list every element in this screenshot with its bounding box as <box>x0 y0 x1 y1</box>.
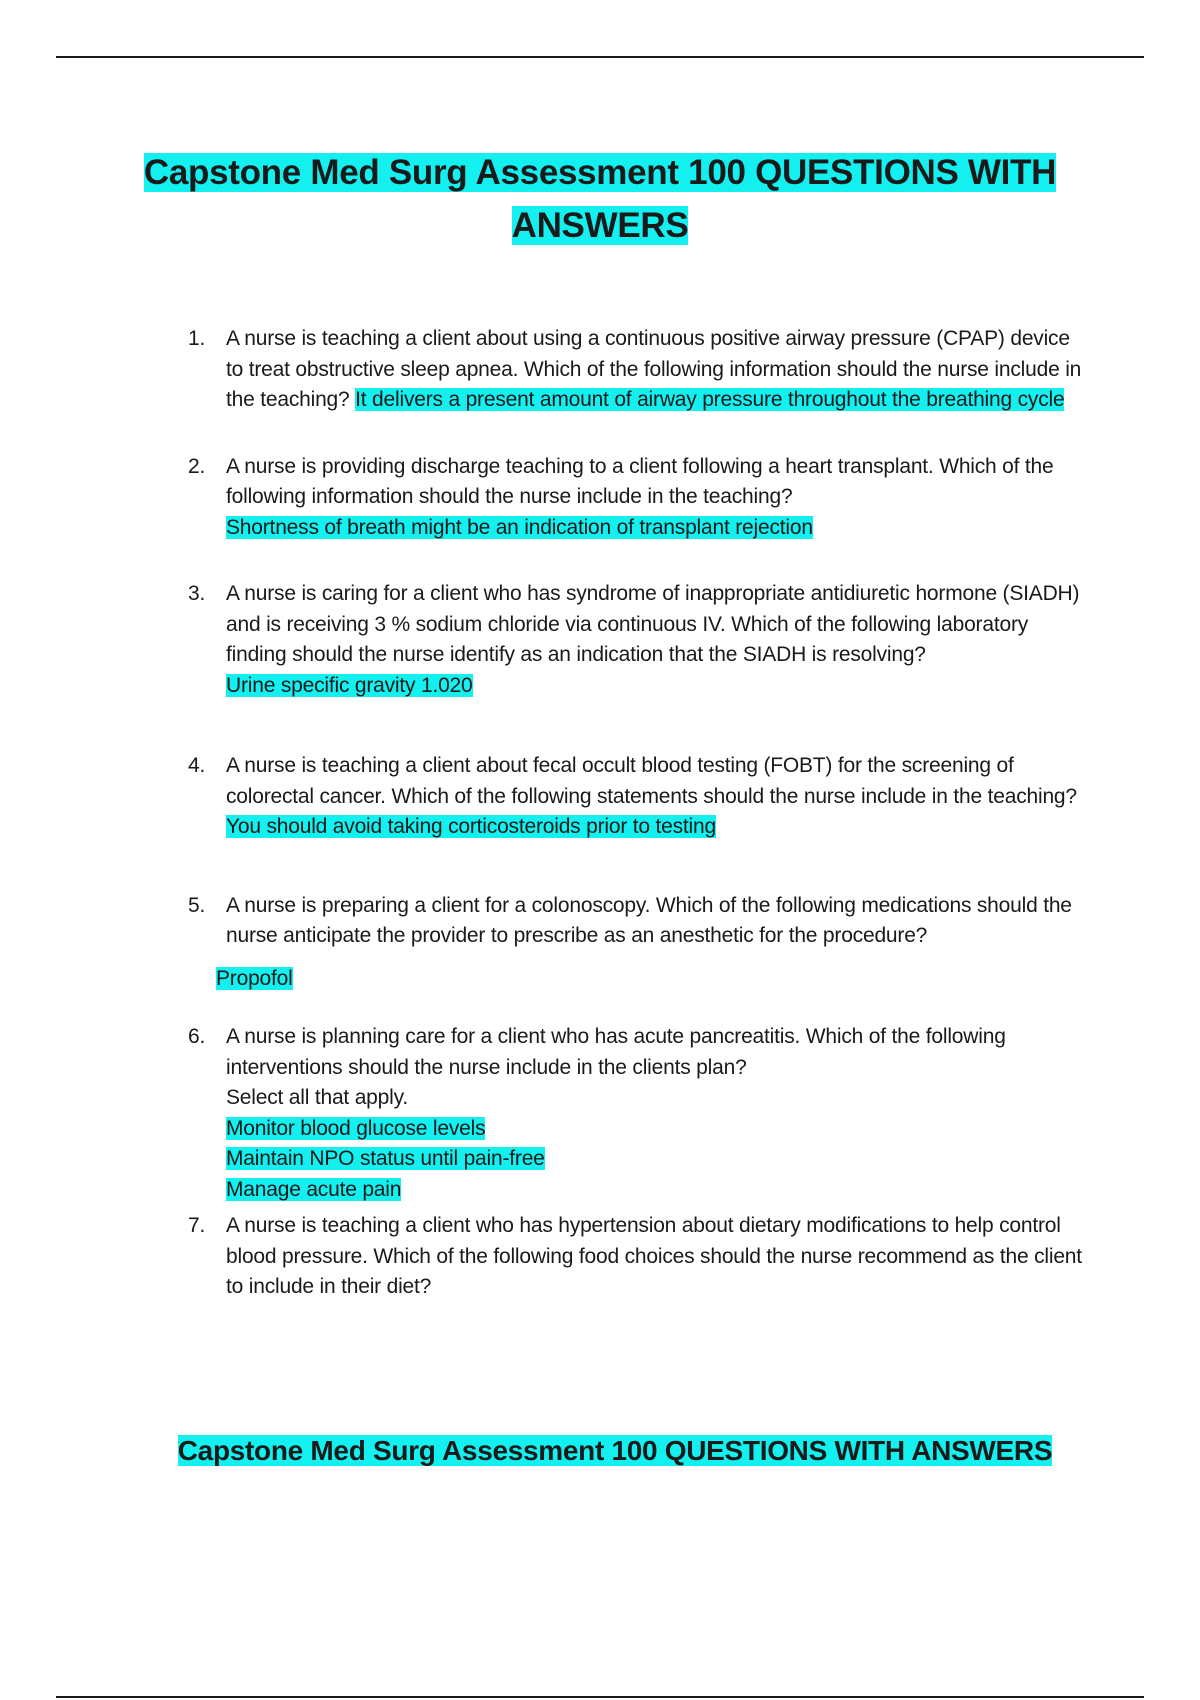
footer-title <box>0 1432 1200 1470</box>
answer-highlight: It delivers a present amount of airway pressure throughout the breathing cycle <box>355 388 1065 411</box>
question-number: 1. <box>188 327 206 350</box>
document-title-line-2: ANSWERS <box>511 206 689 245</box>
question-text: A nurse is teaching a client about fecal occult blood testing (FOBT) for the screening of colorectal cancer. Which of the following statements should the nurse include in the teaching? <box>226 754 1077 808</box>
question-number: 6. <box>188 1025 206 1048</box>
question-number: 7. <box>188 1214 206 1237</box>
footer-title-text: Capstone Med Surg Assessment 100 QUESTIONS WITH ANSWERS <box>177 1435 1053 1466</box>
question-text: A nurse is planning care for a client who has acute pancreatitis. Which of the following interventions should the nurse include in the clients plan? <box>226 1025 1006 1079</box>
top-rule <box>56 56 1144 58</box>
answer-highlight: Manage acute pain <box>226 1177 402 1201</box>
question-number: 4. <box>188 754 206 777</box>
document-title-line-1: Capstone Med Surg Assessment 100 QUESTIONS WITH <box>143 153 1057 192</box>
question-2 <box>0 452 1200 544</box>
answer-highlight: Monitor blood glucose levels <box>226 1116 486 1140</box>
question-7 <box>0 1211 1200 1303</box>
question-1 <box>0 324 1200 416</box>
answer-highlight: You should avoid taking corticosteroids prior to testing <box>226 815 716 838</box>
document-title <box>100 146 1100 252</box>
answer-highlight: Maintain NPO status until pain-free <box>226 1147 545 1170</box>
answer-highlight: Propofol <box>216 966 293 990</box>
question-text: A nurse is teaching a client about using a continuous positive airway pressure (CPAP) device to treat obstructive sleep apnea. Which of the following information should the nurse include in the teaching? <box>226 327 1082 411</box>
question-number: 2. <box>188 454 206 478</box>
answer-highlight: Urine specific gravity 1.020 <box>226 673 473 697</box>
answer-highlight: Shortness of breath might be an indication of transplant rejection <box>226 515 813 539</box>
question-text: A nurse is preparing a client for a colonoscopy. Which of the following medications should the nurse anticipate the provider to prescribe as an anesthetic for the procedure? <box>226 893 1072 947</box>
question-text: A nurse is caring for a client who has syndrome of inappropriate antidiuretic hormone (SIADH) and is receiving 3 % sodium chloride via continuous IV. Which of the following laboratory finding should the nurse identify as an indication that the SIADH is resolving? <box>226 582 1080 666</box>
question-text: A nurse is providing discharge teaching to a client following a heart transplant. Which of the following information should the nurse include in the teaching? <box>226 454 1054 508</box>
question-list <box>0 324 1200 1303</box>
select-all-note: Select all that apply. <box>226 1086 408 1109</box>
question-text: A nurse is teaching a client who has hypertension about dietary modifications to help control blood pressure. Which of the following food choices should the nurse recommend as the client to include in their diet? <box>226 1214 1082 1298</box>
question-number: 5. <box>188 893 206 917</box>
question-3 <box>0 579 1200 701</box>
question-4 <box>0 751 1200 843</box>
question-5 <box>0 891 1200 995</box>
question-6 <box>0 1022 1200 1205</box>
bottom-rule <box>56 1696 1144 1698</box>
question-number: 3. <box>188 582 206 605</box>
